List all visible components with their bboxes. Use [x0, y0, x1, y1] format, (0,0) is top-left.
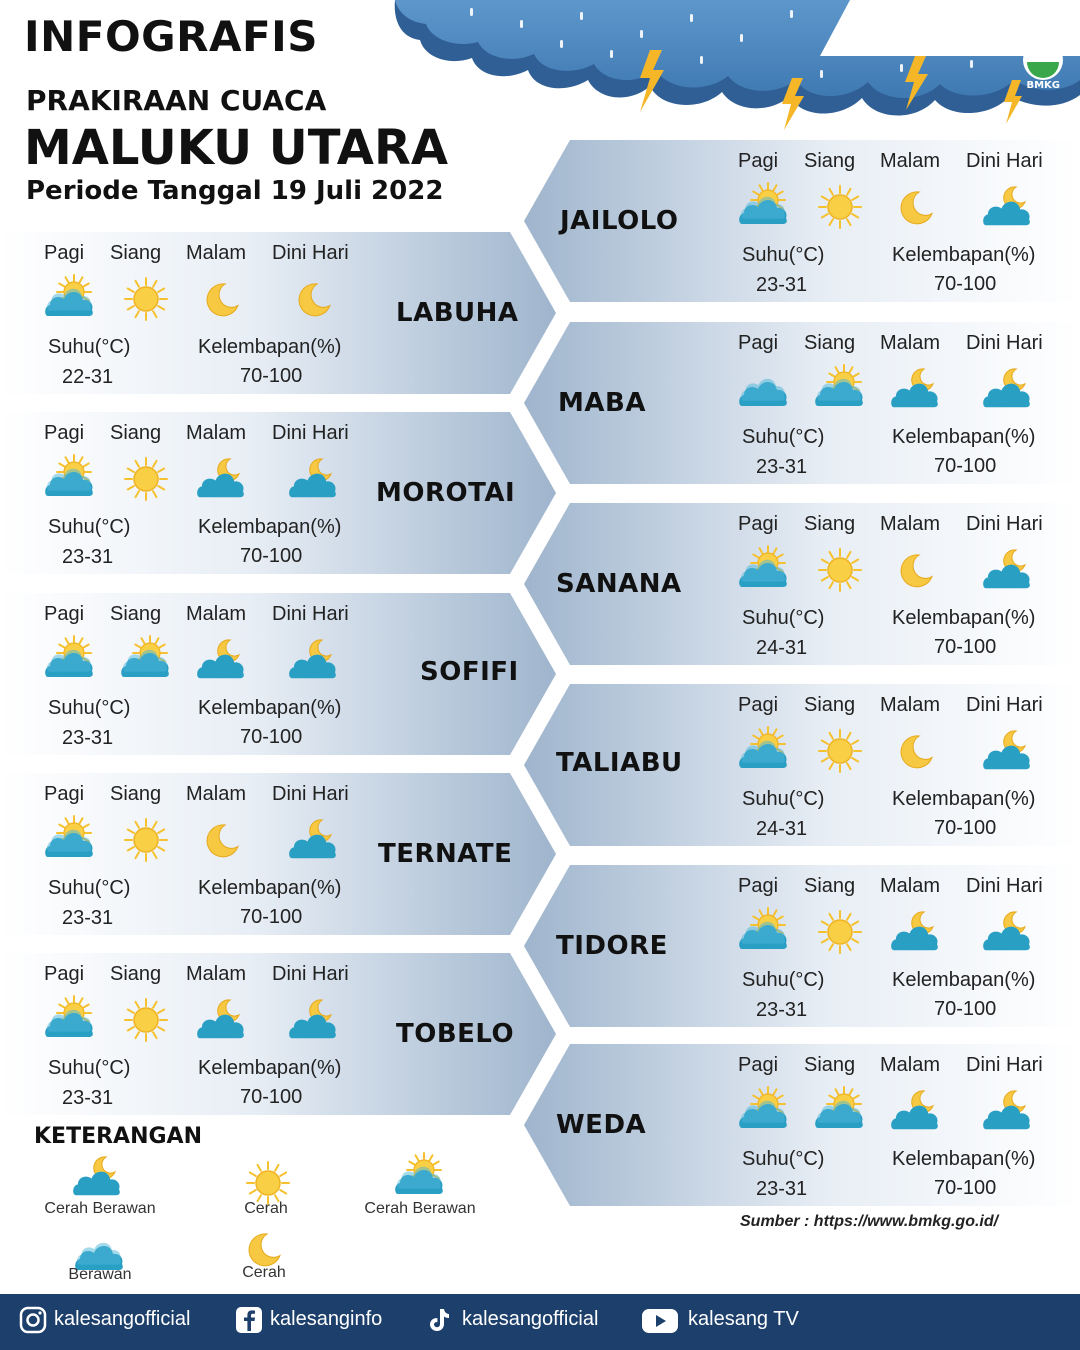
- period-label-dini: Dini Hari: [966, 332, 1043, 354]
- source-text: Sumber : https://www.bmkg.go.id/: [740, 1213, 999, 1230]
- sun-behind-cloud-icon: [736, 1086, 792, 1136]
- legend-sun-behind-cloud-icon: [392, 1152, 448, 1202]
- period-label-pagi: Pagi: [738, 513, 779, 535]
- city-name-maba: MABA: [558, 388, 646, 418]
- moon-behind-cloud-icon: [194, 454, 250, 504]
- humidity-value: 70-100: [240, 726, 303, 748]
- moon-behind-cloud-icon: [980, 1086, 1036, 1136]
- temperature-label: Suhu(°C): [742, 244, 825, 266]
- moon-behind-cloud-icon: [980, 364, 1036, 414]
- period-label-malam: Malam: [880, 875, 941, 897]
- moon-behind-cloud-icon: [286, 815, 342, 865]
- sun-behind-cloud-icon: [736, 726, 792, 776]
- crescent-moon-icon: [888, 545, 944, 595]
- sun-behind-cloud-icon: [42, 274, 98, 324]
- moon-behind-cloud-icon: [286, 635, 342, 685]
- period-label-dini: Dini Hari: [272, 242, 349, 264]
- period-label-pagi: Pagi: [738, 694, 779, 716]
- temperature-label: Suhu(°C): [48, 336, 131, 358]
- legend-label: Cerah Berawan: [364, 1200, 476, 1217]
- period-label-malam: Malam: [186, 963, 247, 985]
- moon-behind-cloud-icon: [888, 1086, 944, 1136]
- temperature-label: Suhu(°C): [742, 788, 825, 810]
- humidity-value: 70-100: [934, 1177, 997, 1199]
- humidity-label: Kelembapan(%): [198, 697, 342, 719]
- legend-label: Cerah Berawan: [44, 1200, 156, 1217]
- temperature-value: 23-31: [62, 727, 114, 749]
- sun-icon: [812, 726, 868, 776]
- period-label-malam: Malam: [186, 603, 247, 625]
- period-label-malam: Malam: [880, 332, 941, 354]
- period-label-siang: Siang: [110, 963, 162, 985]
- facebook-handle[interactable]: kalesanginfo: [270, 1308, 383, 1330]
- period-label-pagi: Pagi: [44, 242, 85, 264]
- period-label-dini: Dini Hari: [272, 783, 349, 805]
- period-label-pagi: Pagi: [738, 875, 779, 897]
- region-title: MALUKU UTARA: [24, 120, 449, 176]
- period-label-malam: Malam: [880, 1054, 941, 1076]
- humidity-value: 70-100: [240, 906, 303, 928]
- city-name-taliabu: TALIABU: [556, 748, 683, 778]
- humidity-label: Kelembapan(%): [198, 1057, 342, 1079]
- temperature-label: Suhu(°C): [48, 516, 131, 538]
- period-label-malam: Malam: [880, 513, 941, 535]
- temperature-label: Suhu(°C): [742, 426, 825, 448]
- sun-icon: [118, 454, 174, 504]
- sun-behind-cloud-icon: [812, 364, 868, 414]
- crescent-moon-icon: [194, 274, 250, 324]
- instagram-icon: [18, 1305, 48, 1335]
- period-label-dini: Dini Hari: [966, 150, 1043, 172]
- period-label-siang: Siang: [110, 603, 162, 625]
- moon-behind-cloud-icon: [980, 545, 1036, 595]
- humidity-label: Kelembapan(%): [198, 516, 342, 538]
- humidity-label: Kelembapan(%): [892, 1148, 1036, 1170]
- moon-behind-cloud-icon: [888, 364, 944, 414]
- period-label-dini: Dini Hari: [272, 603, 349, 625]
- temperature-label: Suhu(°C): [742, 1148, 825, 1170]
- moon-behind-cloud-icon: [286, 995, 342, 1045]
- period-label-pagi: Pagi: [44, 963, 85, 985]
- humidity-value: 70-100: [934, 817, 997, 839]
- temperature-value: 23-31: [62, 1087, 114, 1109]
- humidity-label: Kelembapan(%): [892, 426, 1036, 448]
- crescent-moon-icon: [286, 274, 342, 324]
- city-name-tidore: TIDORE: [556, 931, 668, 961]
- sun-behind-cloud-icon: [42, 454, 98, 504]
- period-label-siang: Siang: [804, 332, 856, 354]
- city-name-sanana: SANANA: [556, 569, 682, 599]
- period-label-malam: Malam: [186, 422, 247, 444]
- temperature-value: 22-31: [62, 366, 114, 388]
- period-text: Periode Tanggal 19 Juli 2022: [26, 176, 444, 206]
- legend-label: Cerah: [242, 1264, 286, 1281]
- sun-icon: [812, 182, 868, 232]
- period-label-malam: Malam: [880, 694, 941, 716]
- humidity-value: 70-100: [934, 998, 997, 1020]
- humidity-value: 70-100: [934, 455, 997, 477]
- sun-icon: [118, 274, 174, 324]
- legend-moon-behind-cloud-icon: [70, 1152, 126, 1202]
- period-label-siang: Siang: [804, 513, 856, 535]
- youtube-icon: [640, 1305, 680, 1335]
- moon-behind-cloud-icon: [888, 907, 944, 957]
- temperature-value: 23-31: [62, 907, 114, 929]
- period-label-pagi: Pagi: [44, 783, 85, 805]
- period-label-siang: Siang: [110, 422, 162, 444]
- tiktok-handle[interactable]: kalesangofficial: [462, 1308, 599, 1330]
- humidity-label: Kelembapan(%): [198, 336, 342, 358]
- period-label-siang: Siang: [804, 1054, 856, 1076]
- sun-behind-cloud-icon: [736, 182, 792, 232]
- humidity-value: 70-100: [240, 545, 303, 567]
- sun-behind-cloud-icon: [42, 635, 98, 685]
- crescent-moon-icon: [888, 726, 944, 776]
- moon-behind-cloud-icon: [980, 726, 1036, 776]
- period-label-siang: Siang: [110, 242, 162, 264]
- period-label-pagi: Pagi: [44, 422, 85, 444]
- period-label-dini: Dini Hari: [966, 513, 1043, 535]
- sun-behind-cloud-icon: [42, 815, 98, 865]
- humidity-label: Kelembapan(%): [892, 244, 1036, 266]
- period-label-siang: Siang: [804, 150, 856, 172]
- moon-behind-cloud-icon: [980, 182, 1036, 232]
- temperature-label: Suhu(°C): [742, 969, 825, 991]
- humidity-label: Kelembapan(%): [892, 788, 1036, 810]
- page-subtitle: PRAKIRAAN CUACA: [26, 84, 327, 117]
- city-name-sofifi: SOFIFI: [420, 657, 519, 687]
- tiktok-icon: [424, 1305, 454, 1335]
- city-name-morotai: MOROTAI: [376, 478, 516, 508]
- period-label-malam: Malam: [880, 150, 941, 172]
- facebook-icon: [234, 1305, 264, 1335]
- period-label-dini: Dini Hari: [966, 1054, 1043, 1076]
- period-label-pagi: Pagi: [738, 150, 779, 172]
- cloud-icon: [736, 364, 792, 414]
- period-label-siang: Siang: [110, 783, 162, 805]
- temperature-value: 24-31: [756, 637, 808, 659]
- humidity-label: Kelembapan(%): [892, 969, 1036, 991]
- period-label-pagi: Pagi: [44, 603, 85, 625]
- period-label-pagi: Pagi: [738, 332, 779, 354]
- sun-behind-cloud-icon: [42, 995, 98, 1045]
- humidity-value: 70-100: [240, 365, 303, 387]
- period-label-siang: Siang: [804, 694, 856, 716]
- city-name-labuha: LABUHA: [396, 298, 519, 328]
- sun-icon: [812, 907, 868, 957]
- city-name-tobelo: TOBELO: [396, 1019, 515, 1049]
- sun-behind-cloud-icon: [812, 1086, 868, 1136]
- city-name-weda: WEDA: [556, 1110, 647, 1140]
- moon-behind-cloud-icon: [980, 907, 1036, 957]
- city-name-ternate: TERNATE: [378, 839, 513, 869]
- temperature-value: 23-31: [756, 274, 808, 296]
- sun-behind-cloud-icon: [736, 907, 792, 957]
- youtube-channel[interactable]: kalesang TV: [688, 1308, 799, 1330]
- legend-label: Berawan: [68, 1266, 132, 1283]
- sun-icon: [118, 995, 174, 1045]
- period-label-dini: Dini Hari: [272, 963, 349, 985]
- temperature-value: 24-31: [756, 818, 808, 840]
- humidity-value: 70-100: [240, 1086, 303, 1108]
- crescent-moon-icon: [888, 182, 944, 232]
- page-title: INFOGRAFIS: [24, 12, 319, 61]
- period-label-dini: Dini Hari: [966, 875, 1043, 897]
- humidity-value: 70-100: [934, 273, 997, 295]
- legend-title: KETERANGAN: [34, 1124, 202, 1149]
- instagram-handle[interactable]: kalesangofficial: [54, 1308, 191, 1330]
- temperature-label: Suhu(°C): [742, 607, 825, 629]
- crescent-moon-icon: [194, 815, 250, 865]
- humidity-label: Kelembapan(%): [198, 877, 342, 899]
- period-label-malam: Malam: [186, 783, 247, 805]
- sun-icon: [812, 545, 868, 595]
- footer-website-panel: [820, 0, 1080, 56]
- sun-behind-cloud-icon: [736, 545, 792, 595]
- period-label-siang: Siang: [804, 875, 856, 897]
- humidity-label: Kelembapan(%): [892, 607, 1036, 629]
- period-label-malam: Malam: [186, 242, 247, 264]
- period-label-dini: Dini Hari: [272, 422, 349, 444]
- temperature-value: 23-31: [756, 456, 808, 478]
- moon-behind-cloud-icon: [194, 635, 250, 685]
- sun-icon: [118, 815, 174, 865]
- temperature-label: Suhu(°C): [48, 697, 131, 719]
- temperature-value: 23-31: [62, 546, 114, 568]
- temperature-label: Suhu(°C): [48, 877, 131, 899]
- city-name-jailolo: JAILOLO: [560, 206, 679, 236]
- temperature-label: Suhu(°C): [48, 1057, 131, 1079]
- moon-behind-cloud-icon: [194, 995, 250, 1045]
- moon-behind-cloud-icon: [286, 454, 342, 504]
- website-link[interactable]: www.kalesang.id: [857, 1303, 1044, 1331]
- temperature-value: 23-31: [756, 1178, 808, 1200]
- period-label-dini: Dini Hari: [966, 694, 1043, 716]
- bmkg-label: BMKG: [1026, 80, 1060, 91]
- humidity-value: 70-100: [934, 636, 997, 658]
- legend-label: Cerah: [244, 1200, 288, 1217]
- period-label-pagi: Pagi: [738, 1054, 779, 1076]
- sun-behind-cloud-icon: [118, 635, 174, 685]
- temperature-value: 23-31: [756, 999, 808, 1021]
